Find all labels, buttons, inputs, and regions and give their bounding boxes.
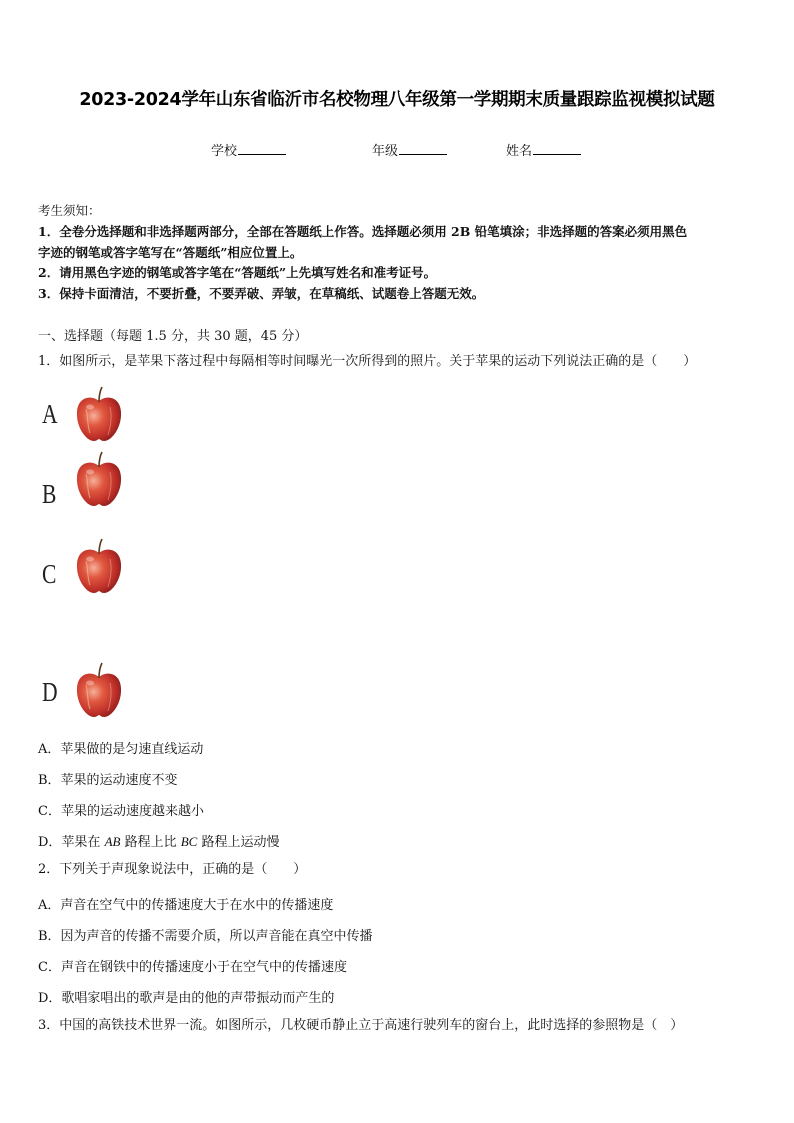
apple-image-d [74,661,124,719]
q1-option-c[interactable]: C．苹果的运动速度越来越小 [38,804,204,819]
q1-option-a[interactable]: A．苹果做的是匀速直线运动 [38,742,204,757]
q2-option-a[interactable]: A．声音在空气中的传播速度大于在水中的传播速度 [38,898,334,913]
school-blank[interactable] [238,142,286,155]
grade-blank[interactable] [399,142,447,155]
grade-label: 年级 [372,144,399,159]
notice-item-3: 3．保持卡面清洁，不要折叠，不要弄破、弄皱，在草稿纸、试题卷上答题无效。 [38,286,485,301]
apple-image-c [74,537,124,595]
school-label: 学校 [211,144,238,159]
notice-item-2: 2．请用黑色字迹的钢笔或答字笔在“答题纸”上先填写姓名和准考证号。 [38,265,437,280]
q2-option-c[interactable]: C．声音在钢铁中的传播速度小于在空气中的传播速度 [38,960,347,975]
apple-image-a [74,385,124,443]
question-1-stem: 1．如图所示，是苹果下落过程中每隔相等时间曝光一次所得到的照片。关于苹果的运动下列说法正确的是（ ） [38,354,697,369]
figure-label-b: B [42,479,57,509]
grade-field[interactable] [372,140,447,159]
q1-option-d[interactable] [38,831,279,850]
section-heading: 一、选择题（每题 1.5 分，共 30 题，45 分） [38,329,308,344]
question-2-stem: 2．下列关于声现象说法中，正确的是（ ） [38,862,307,877]
apple-image-b [74,450,124,508]
q1-option-d-prefix: D．苹果在 [38,835,105,850]
name-field[interactable] [506,140,581,159]
notice-item-1-line-1: 1．全卷分选择题和非选择题两部分，全部在答题纸上作答。选择题必须用 2B 铅笔填涂；非选择题的答案必须用黑色 [38,224,688,239]
q1-option-b[interactable]: B．苹果的运动速度不变 [38,773,178,788]
q2-option-b[interactable]: B．因为声音的传播不需要介质，所以声音能在真空中传播 [38,929,373,944]
figure-label-c: C [42,559,57,589]
question-3-stem: 3．中国的高铁技术世界一流。如图所示，几枚硬币静止立于高速行驶列车的窗台上，此时选择的参照物是（ ） [38,1018,684,1033]
q1-option-d-ab: AB [104,834,121,849]
figure-label-a: A [42,399,58,429]
q1-option-d-suffix: 路程上运动慢 [197,835,280,850]
school-field[interactable] [211,140,286,159]
name-label: 姓名 [506,144,533,159]
q1-option-d-bc: BC [180,834,198,849]
figure-label-d: D [42,677,58,707]
page-title: 2023-2024学年山东省临沂市名校物理八年级第一学期期末质量跟踪监视模拟试题 [79,90,715,110]
notice-item-1-line-2: 字迹的钢笔或答字笔写在“答题纸”相应位置上。 [38,245,303,260]
name-blank[interactable] [533,142,581,155]
notice-heading: 考生须知： [38,203,101,218]
q2-option-d[interactable]: D．歌唱家唱出的歌声是由的他的声带振动而产生的 [38,991,335,1006]
q1-option-d-mid: 路程上比 [120,835,181,850]
